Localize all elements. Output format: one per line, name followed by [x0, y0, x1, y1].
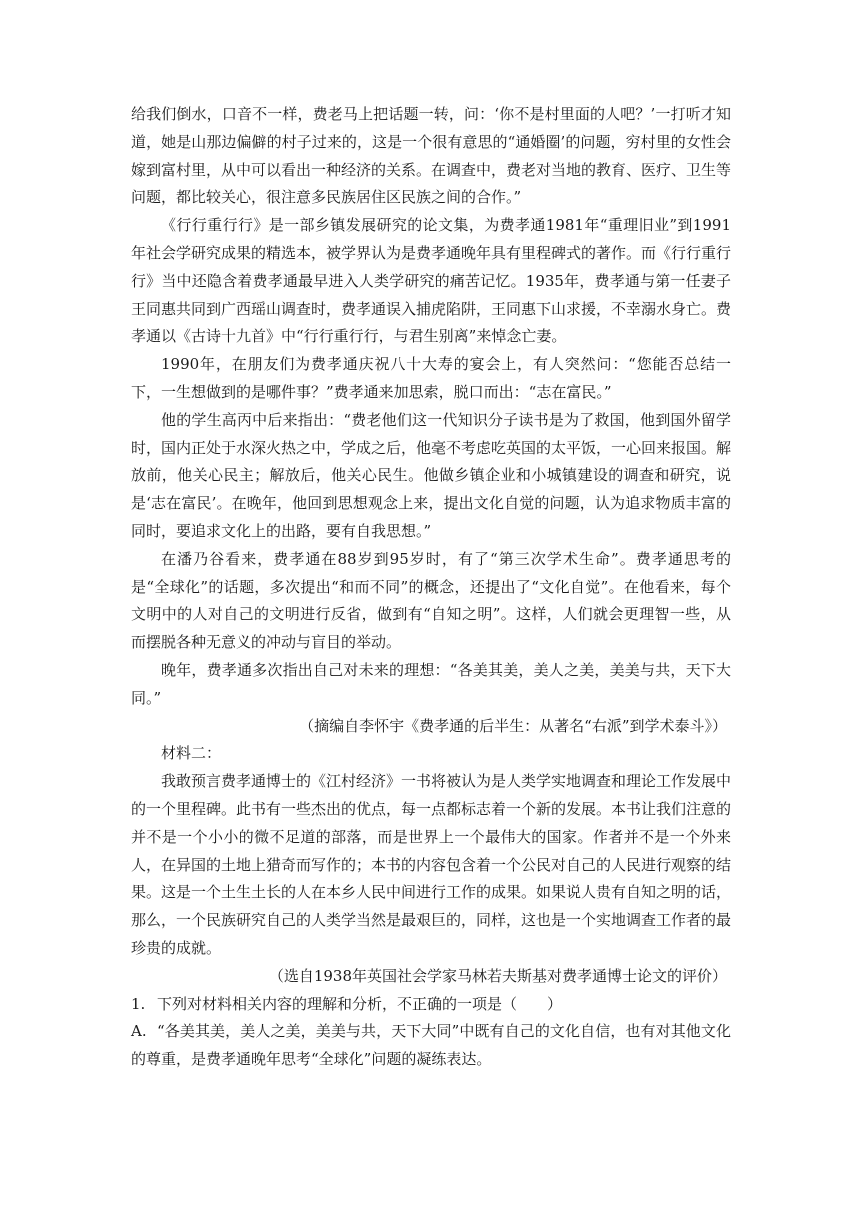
- paragraph-third-academic-life: 在潘乃谷看来，费孝通在88岁到95岁时，有了“第三次学术生命”。费孝通思考的是“全球化”的话题，多次提出“和而不同”的概念，还提出了“文化自觉”。在他看来，每个文明中的人对自己的文明进行反省，做到有“自知之明”。这样，人们就会更理智一些，从而摆脱各种无意义的冲动与盲目的举动。: [131, 549, 731, 652]
- question-stem-text: 下列对材料相关内容的理解和分析，不正确的一项是（ ）: [157, 994, 563, 1013]
- option-a-letter: A.: [131, 1022, 147, 1041]
- question-number: 1.: [131, 994, 146, 1013]
- material-2-text: 我敢预言费孝通博士的《江村经济》一书将被认为是人类学实地调查和理论工作发展中的一个里程碑。此书有一些杰出的优点，每一点都标志着一个新的发展。本书让我们注意的并不是一个小小的微不足道的部落，而是世界上一个最伟大的国家。作者并不是一个外来人，在异国的土地上猎奇而写作的；本书的内容包含着一个公民对自己的人民进行观察的结果。这是一个土生土长的人在本乡人民中间进行工作的成果。如果说人贵有自知之明的话，那么，一个民族研究自己的人类学当然是最艰巨的，同样，这也是一个实地调查工作者的最珍贵的成就。: [131, 772, 732, 957]
- paragraph-continuation: 给我们倒水，口音不一样，费老马上把话题一转，问：‘你不是村里面的人吧？’一打听才知道，她是山那边偏僻的村子过来的，这是一个很有意思的“通婚圈’的问题，穷村里的女性会嫁到富村里，从中可以看出一种经济的关系。在调查中，费老对当地的教育、医疗、卫生等问题，都比较关心，很注意多民族居住区民族之间的合作。”: [131, 105, 732, 207]
- option-a-text: “各美其美，美人之美，美美与共，天下大同”中既有自己的文化自信，也有对其他文化的尊重，是费孝通晚年思考“全球化”问题的凝练表达。: [131, 1022, 731, 1069]
- question-1-stem: [131, 991, 731, 1019]
- source-citation-2: （选自1938年英国社会学家马林若夫斯基对费孝通博士论文的评价）: [268, 966, 727, 985]
- document-page: [131, 101, 731, 1074]
- source-citation-1: （摘编自李怀宇《费孝通的后半生：从著名“右派”到学术泰斗》）: [299, 716, 727, 735]
- material-2-label: 材料二：: [161, 744, 222, 763]
- paragraph-book-collection: 《行行重行行》是一部乡镇发展研究的论文集，为费孝通1981年“重理旧业”到1991年社会学研究成果的精选本，被学界认为是费孝通晚年具有里程碑式的著作。而《行行重行行》当中还隐含着费孝通最早进入人类学研究的痛苦记忆。1935年，费孝通与第一任妻子王同惠共同到广西瑶山调查时，费孝通误入捕虎陷阱，王同惠下山求援，不幸溺水身亡。费孝通以《古诗十九首》中“行行重行行，与君生别离”来悼念亡妻。: [131, 216, 732, 346]
- paragraph-birthday-banquet: 1990年，在朋友们为费孝通庆祝八十大寿的宴会上，有人突然问：“您能否总结一下，一生想做到的是哪件事？”费孝通来加思索，脱口而出：“志在富民。”: [131, 355, 731, 401]
- paragraph-ideal: 晚年，费孝通多次指出自己对未来的理想：“各美其美，美人之美，美美与共，天下大同。”: [131, 660, 731, 707]
- question-1-option-a: [131, 1018, 731, 1074]
- paragraph-student-comment: 他的学生高丙中后来指出：“费老他们这一代知识分子读书是为了救国，他到国外留学时，国内正处于水深火热之中，学成之后，他毫不考虑吃英国的太平饭，一心回来报国。解放前，他关心民主；解放后，他关心民生。他做乡镇企业和小城镇建设的调查和研究，说是‘志在富民’。在晚年，他回到思想观念上来，提出文化自觉的问题，认为追求物质丰富的同时，要追求文化上的出路，要有自我思想。”: [131, 410, 732, 540]
